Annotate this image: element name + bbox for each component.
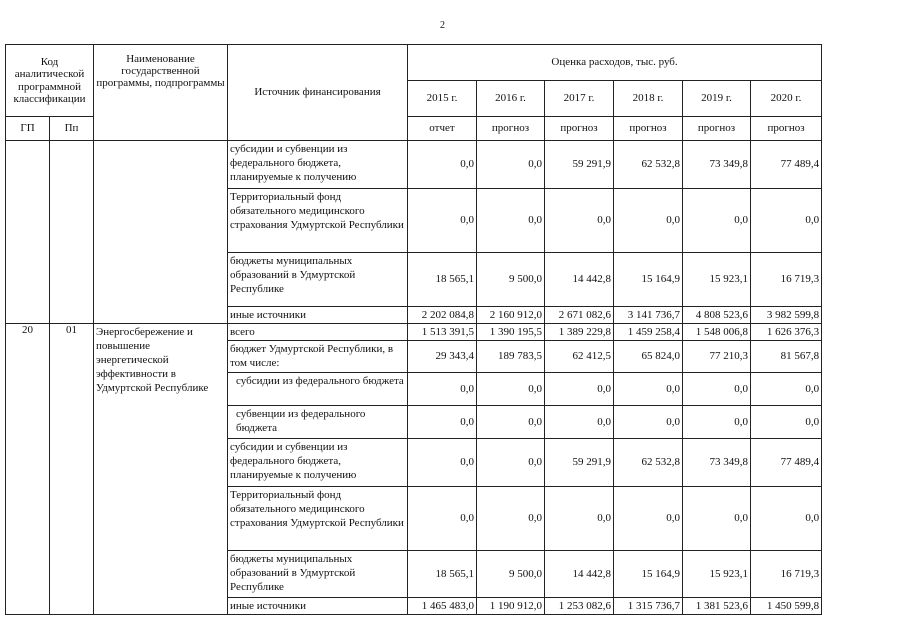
value-cell: 1 513 391,5	[408, 324, 477, 341]
source-cell: бюджеты муниципальных образований в Удмуртской Республике	[228, 551, 408, 598]
value-cell: 1 253 082,6	[545, 598, 614, 615]
value-cell: 65 824,0	[614, 341, 683, 373]
value-cell: 0,0	[751, 373, 822, 406]
value-cell: 77 210,3	[683, 341, 751, 373]
value-cell: 16 719,3	[751, 551, 822, 598]
gp-cell	[6, 141, 50, 324]
pp-cell	[50, 141, 94, 324]
value-cell: 0,0	[683, 487, 751, 551]
value-cell: 0,0	[545, 406, 614, 439]
source-cell: Территориальный фонд обязательного медицинского страхования Удмуртской Республики	[228, 189, 408, 253]
source-cell: Территориальный фонд обязательного медицинского страхования Удмуртской Республики	[228, 487, 408, 551]
value-cell: 0,0	[408, 406, 477, 439]
status-header: отчет	[408, 117, 477, 141]
year-header: 2017 г.	[545, 81, 614, 117]
value-cell: 0,0	[408, 487, 477, 551]
value-cell: 81 567,8	[751, 341, 822, 373]
estimate-header: Оценка расходов, тыс. руб.	[408, 45, 822, 81]
value-cell: 0,0	[477, 406, 545, 439]
budget-table	[5, 44, 822, 615]
value-cell: 1 389 229,8	[545, 324, 614, 341]
value-cell: 73 349,8	[683, 439, 751, 487]
value-cell: 0,0	[477, 373, 545, 406]
value-cell: 0,0	[614, 189, 683, 253]
value-cell: 1 450 599,8	[751, 598, 822, 615]
pp-cell: 01	[50, 324, 94, 615]
source-header: Источник финансирования	[228, 45, 408, 141]
code-header: Код аналитической программной классификации	[6, 45, 94, 117]
value-cell: 1 381 523,6	[683, 598, 751, 615]
value-cell: 77 489,4	[751, 439, 822, 487]
gp-header: ГП	[6, 117, 50, 141]
value-cell: 0,0	[751, 406, 822, 439]
value-cell: 2 160 912,0	[477, 307, 545, 324]
value-cell: 1 390 195,5	[477, 324, 545, 341]
value-cell: 3 141 736,7	[614, 307, 683, 324]
value-cell: 15 164,9	[614, 551, 683, 598]
source-cell: бюджет Удмуртской Республики, в том числе:	[228, 341, 408, 373]
value-cell: 0,0	[545, 373, 614, 406]
value-cell: 0,0	[614, 487, 683, 551]
gp-cell: 20	[6, 324, 50, 615]
value-cell: 2 671 082,6	[545, 307, 614, 324]
value-cell: 15 923,1	[683, 551, 751, 598]
value-cell: 0,0	[477, 439, 545, 487]
source-cell: субсидии и субвенции из федерального бюджета, планируемые к получению	[228, 141, 408, 189]
value-cell: 0,0	[683, 406, 751, 439]
value-cell: 29 343,4	[408, 341, 477, 373]
value-cell: 0,0	[477, 189, 545, 253]
value-cell: 14 442,8	[545, 253, 614, 307]
program-name-cell	[94, 141, 228, 324]
value-cell: 0,0	[683, 373, 751, 406]
value-cell: 77 489,4	[751, 141, 822, 189]
value-cell: 1 190 912,0	[477, 598, 545, 615]
value-cell: 3 982 599,8	[751, 307, 822, 324]
value-cell: 0,0	[408, 373, 477, 406]
year-header: 2019 г.	[683, 81, 751, 117]
value-cell: 0,0	[545, 487, 614, 551]
year-header: 2016 г.	[477, 81, 545, 117]
value-cell: 2 202 084,8	[408, 307, 477, 324]
value-cell: 189 783,5	[477, 341, 545, 373]
status-header: прогноз	[751, 117, 822, 141]
value-cell: 59 291,9	[545, 141, 614, 189]
value-cell: 15 164,9	[614, 253, 683, 307]
page-number: 2	[440, 20, 445, 31]
program-name-header: Наименование государственной программы, подпрограммы	[94, 45, 228, 141]
value-cell: 73 349,8	[683, 141, 751, 189]
value-cell: 9 500,0	[477, 253, 545, 307]
source-cell: иные источники	[228, 598, 408, 615]
program-name-cell: Энергосбережение и повышение энергетической эффективности в Удмуртской Республике	[94, 324, 228, 615]
year-header: 2015 г.	[408, 81, 477, 117]
value-cell: 1 315 736,7	[614, 598, 683, 615]
value-cell: 59 291,9	[545, 439, 614, 487]
value-cell: 0,0	[751, 487, 822, 551]
status-header: прогноз	[545, 117, 614, 141]
value-cell: 0,0	[408, 189, 477, 253]
value-cell: 1 548 006,8	[683, 324, 751, 341]
value-cell: 4 808 523,6	[683, 307, 751, 324]
value-cell: 0,0	[408, 439, 477, 487]
value-cell: 62 412,5	[545, 341, 614, 373]
value-cell: 62 532,8	[614, 439, 683, 487]
value-cell: 0,0	[614, 406, 683, 439]
status-header: прогноз	[614, 117, 683, 141]
source-cell: субвенции из федерального бюджета	[228, 406, 408, 439]
status-header: прогноз	[683, 117, 751, 141]
value-cell: 18 565,1	[408, 253, 477, 307]
year-header: 2018 г.	[614, 81, 683, 117]
value-cell: 1 465 483,0	[408, 598, 477, 615]
value-cell: 16 719,3	[751, 253, 822, 307]
source-cell: субсидии и субвенции из федерального бюджета, планируемые к получению	[228, 439, 408, 487]
status-header: прогноз	[477, 117, 545, 141]
source-cell: всего	[228, 324, 408, 341]
value-cell: 18 565,1	[408, 551, 477, 598]
value-cell: 62 532,8	[614, 141, 683, 189]
table-row	[6, 324, 822, 341]
year-header: 2020 г.	[751, 81, 822, 117]
value-cell: 9 500,0	[477, 551, 545, 598]
value-cell: 15 923,1	[683, 253, 751, 307]
value-cell: 0,0	[408, 141, 477, 189]
pp-header: Пп	[50, 117, 94, 141]
source-cell: субсидии из федерального бюджета	[228, 373, 408, 406]
value-cell: 0,0	[614, 373, 683, 406]
value-cell: 1 459 258,4	[614, 324, 683, 341]
source-cell: иные источники	[228, 307, 408, 324]
table-row	[6, 141, 822, 189]
value-cell: 1 626 376,3	[751, 324, 822, 341]
value-cell: 14 442,8	[545, 551, 614, 598]
value-cell: 0,0	[477, 487, 545, 551]
value-cell: 0,0	[683, 189, 751, 253]
value-cell: 0,0	[477, 141, 545, 189]
source-cell: бюджеты муниципальных образований в Удмуртской Республике	[228, 253, 408, 307]
value-cell: 0,0	[751, 189, 822, 253]
value-cell: 0,0	[545, 189, 614, 253]
